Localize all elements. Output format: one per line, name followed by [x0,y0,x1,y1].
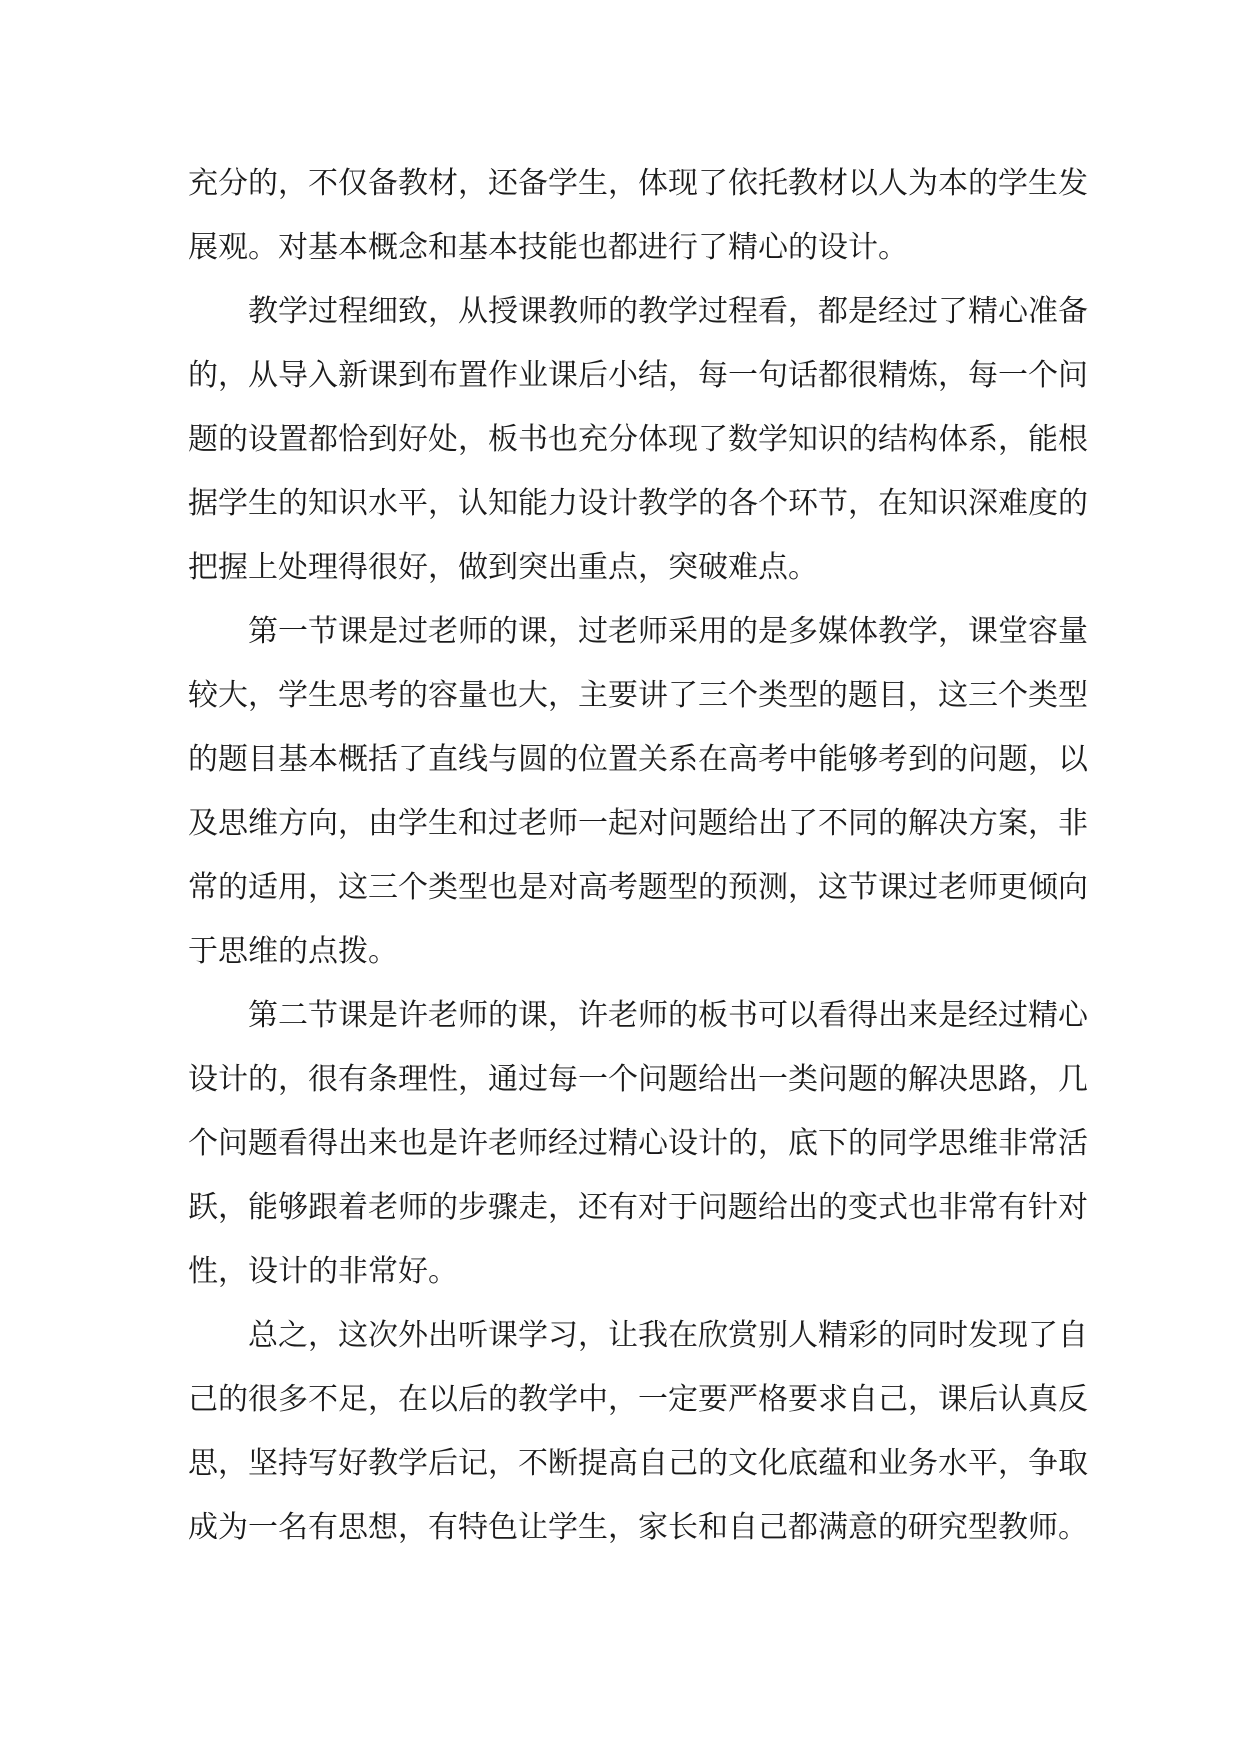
paragraph-3-line-5: 常的适用，这三个类型也是对高考题型的预测，这节课过老师更倾向 [188,870,1088,905]
paragraph-5-line-1: 总之，这次外出听课学习，让我在欣赏别人精彩的同时发现了自 [248,1318,1088,1353]
document-body [188,152,1088,1560]
paragraph-1-line-2: 展观。对基本概念和基本技能也都进行了精心的设计。 [188,230,908,265]
paragraph-5-line-2: 己的很多不足，在以后的教学中，一定要严格要求自己，课后认真反 [188,1382,1088,1417]
paragraph-4-line-5: 性，设计的非常好。 [188,1254,458,1289]
paragraph-2-line-4: 据学生的知识水平，认知能力设计教学的各个环节，在知识深难度的 [188,486,1088,521]
paragraph-3-line-2: 较大，学生思考的容量也大，主要讲了三个类型的题目，这三个类型 [188,678,1088,713]
paragraph-5-line-3: 思，坚持写好教学后记，不断提高自己的文化底蕴和业务水平，争取 [188,1446,1088,1481]
paragraph-4-line-4: 跃，能够跟着老师的步骤走，还有对于问题给出的变式也非常有针对 [188,1190,1088,1225]
paragraph-4-line-2: 设计的，很有条理性，通过每一个问题给出一类问题的解决思路，几 [188,1062,1088,1097]
paragraph-3-line-1: 第一节课是过老师的课，过老师采用的是多媒体教学，课堂容量 [248,614,1088,649]
paragraph-2-line-2: 的，从导入新课到布置作业课后小结，每一句话都很精炼，每一个问 [188,358,1088,393]
paragraph-3-line-3: 的题目基本概括了直线与圆的位置关系在高考中能够考到的问题，以 [188,742,1088,777]
paragraph-3-line-4: 及思维方向，由学生和过老师一起对问题给出了不同的解决方案，非 [188,806,1088,841]
paragraph-1-line-1: 充分的，不仅备教材，还备学生，体现了依托教材以人为本的学生发 [188,166,1088,201]
paragraph-3-line-6: 于思维的点拨。 [188,934,398,969]
paragraph-2-line-3: 题的设置都恰到好处，板书也充分体现了数学知识的结构体系，能根 [188,422,1088,457]
paragraph-2-line-1: 教学过程细致，从授课教师的教学过程看，都是经过了精心准备 [248,294,1088,329]
paragraph-2-line-5: 把握上处理得很好，做到突出重点，突破难点。 [188,550,818,585]
paragraph-5-line-4: 成为一名有思想，有特色让学生，家长和自己都满意的研究型教师。 [188,1510,1088,1545]
paragraph-4-line-3: 个问题看得出来也是许老师经过精心设计的，底下的同学思维非常活 [188,1126,1088,1161]
paragraph-4-line-1: 第二节课是许老师的课，许老师的板书可以看得出来是经过精心 [248,998,1088,1033]
